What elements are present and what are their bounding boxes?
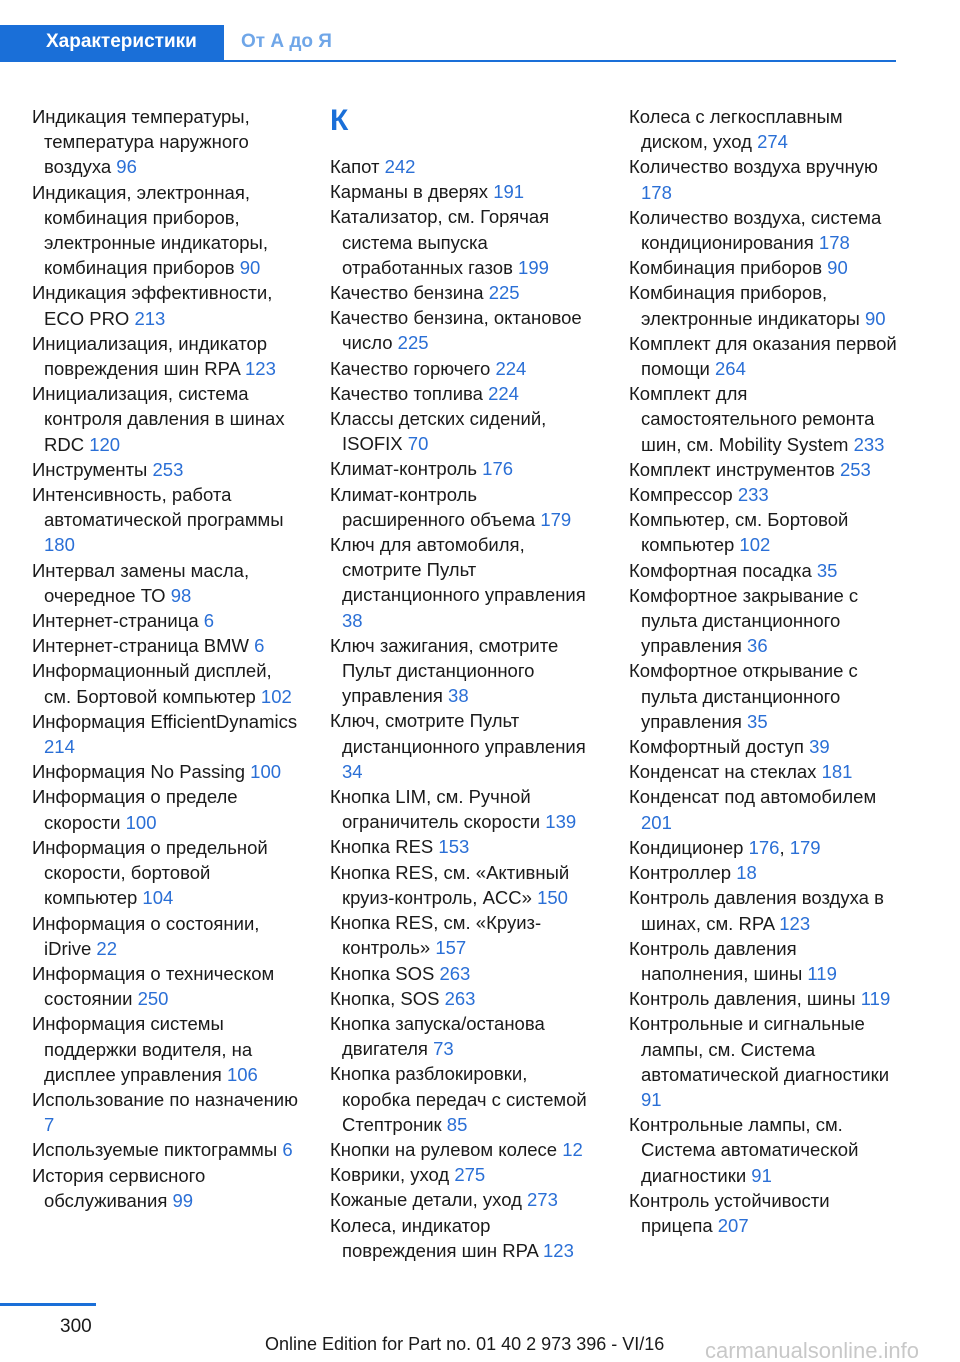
index-entry (32, 280, 302, 330)
index-column-2 (330, 104, 600, 1263)
index-entry-text: Коврики, уход (330, 1164, 450, 1186)
page-link[interactable]: 178 (818, 232, 850, 254)
index-entry (629, 507, 899, 557)
page-link[interactable]: 263 (444, 987, 476, 1009)
page-link[interactable]: 96 (116, 156, 137, 178)
index-entry-text: Информация о состоянии, iDrive (32, 912, 260, 959)
index-entry-text: Компрессор (629, 484, 733, 506)
page-link[interactable]: 35 (747, 710, 768, 732)
index-entry-text: Классы детских сидений, ISOFIX (330, 408, 547, 455)
index-entry-text: Интернет-страница (32, 610, 199, 632)
section-letter: К (330, 104, 349, 137)
page-link[interactable]: 119 (807, 962, 837, 984)
index-entry-text: Комфортная посадка (629, 559, 812, 581)
index-entry (629, 558, 899, 583)
page-link[interactable]: 91 (641, 1088, 662, 1110)
index-entry (32, 835, 302, 911)
index-entry (330, 1061, 600, 1137)
index-entry-text: Катализатор, см. Горячая система выпуска отработанных газов (330, 206, 550, 278)
page-link[interactable]: 250 (137, 988, 169, 1010)
index-entry-text: Качество топлива (330, 382, 483, 404)
page-link[interactable]: 233 (853, 433, 885, 455)
index-entry (330, 482, 600, 532)
index-entry (629, 860, 899, 885)
index-entry (330, 179, 600, 204)
index-entry-text: Кнопка RES, см. «Круиз-контроль» (330, 912, 542, 959)
page-link[interactable]: 153 (438, 836, 470, 858)
index-entry-text: Комфортный доступ (629, 736, 804, 758)
index-entry-text: Контроль давления наполнения, шины (629, 937, 803, 984)
header-divider (0, 60, 896, 62)
page-link[interactable]: 233 (737, 484, 769, 506)
index-entry (32, 180, 302, 281)
index-entry-text: Инициализация, система контроля давления в шинах RDC (32, 383, 285, 455)
page-link[interactable]: 264 (715, 358, 746, 380)
index-entry (32, 457, 302, 482)
index-entry (32, 658, 302, 708)
page-link[interactable]: 176 (482, 458, 514, 480)
page-link[interactable]: 102 (739, 534, 771, 556)
page-link[interactable]: 253 (839, 458, 871, 480)
index-entry (629, 885, 899, 935)
page-link[interactable]: 6 (203, 610, 215, 632)
index-entry-text: Климат-контроль (330, 458, 478, 480)
index-entry (330, 1187, 600, 1212)
page-link[interactable]: 90 (827, 257, 848, 279)
page-link[interactable]: 106 (226, 1063, 258, 1085)
index-entry-text: Интервал замены масла, очередное ТО (32, 559, 250, 606)
index-entry-text: Количество воздуха, система кондиционирования (629, 206, 882, 254)
index-entry: Кондиционер 176, 179 (629, 836, 821, 858)
index-entry-text: Кнопка RES, см. «Активный круиз-контроль, ACC» (330, 861, 570, 908)
index-entry-text: Карманы в дверях (330, 181, 489, 203)
index-entry-text: Ключ, смотрите Пульт дистанционного управления (330, 710, 586, 757)
page-link[interactable]: 225 (397, 332, 429, 354)
index-entry-text: Кондиционер (629, 836, 744, 858)
index-entry-text: Комплект для оказания первой помощи (629, 332, 897, 380)
index-entry-text: Индикация, электронная, комбинация приборов, электронные индикаторы, комбинация приборов (32, 181, 268, 279)
index-entry-text: Контроллер (629, 862, 732, 884)
page-link[interactable]: 104 (142, 887, 174, 909)
page-link[interactable]: 150 (537, 886, 568, 908)
page-link[interactable]: 38 (342, 609, 363, 631)
index-entry (32, 608, 302, 633)
index-entry-text: Интенсивность, работа автоматической программы (32, 484, 284, 531)
index-entry (330, 305, 600, 355)
index-entry (32, 911, 302, 961)
index-entry (330, 154, 600, 179)
index-entry-text: Информация о техническом состоянии (32, 962, 275, 1010)
page-link[interactable]: 12 (562, 1138, 583, 1160)
page-link[interactable]: 123 (779, 912, 811, 934)
page-link[interactable]: 207 (717, 1214, 749, 1236)
index-entry (629, 759, 899, 784)
page-number: 300 (60, 1316, 92, 1337)
page-link[interactable]: 275 (454, 1164, 486, 1186)
index-entry (330, 986, 600, 1011)
index-entry (330, 1213, 600, 1263)
page-link[interactable]: 6 (254, 635, 265, 657)
index-entry (32, 104, 302, 180)
page-link[interactable]: 100 (125, 811, 157, 833)
index-entry-text: Комбинация приборов (629, 257, 823, 279)
page-link[interactable]: 157 (435, 937, 467, 959)
index-column-3 (629, 104, 899, 1238)
index-entry (330, 784, 600, 834)
page-link[interactable]: 180 (44, 534, 75, 556)
index-entry-text: Кнопка, SOS (330, 987, 440, 1009)
index-entry (629, 986, 899, 1011)
index-entry-text: Кнопка разблокировки, коробка передач с системой Стептроник (330, 1063, 587, 1135)
index-entry (330, 532, 600, 633)
index-entry (32, 1163, 302, 1213)
page-link[interactable]: 34 (342, 760, 363, 782)
page-link[interactable]: 22 (96, 937, 117, 959)
index-entry (629, 1112, 899, 1188)
page-link[interactable]: 120 (89, 433, 121, 455)
page-link[interactable]: 176 (748, 836, 780, 858)
index-entry-text: Качество горючего (330, 357, 491, 379)
index-entry (629, 658, 899, 734)
watermark: carmanualsonline.info (705, 1338, 920, 1362)
index-entry-text: Контрольные лампы, см. Система автоматической диагностики (629, 1114, 859, 1186)
index-entry-text: Комплект инструментов (629, 458, 835, 480)
index-entry (629, 104, 899, 154)
tab-characteristics[interactable]: Характеристики (0, 25, 224, 62)
page-link[interactable]: 36 (747, 635, 768, 657)
index-entry (629, 255, 899, 280)
index-entry-text: Контрольные и сигнальные лампы, см. Система автоматической диагностики (629, 1013, 890, 1085)
page-link[interactable]: 224 (495, 357, 527, 379)
index-entry (629, 1011, 899, 1112)
page-link[interactable]: 273 (527, 1189, 558, 1211)
index-entry (330, 708, 600, 784)
index-entry (32, 633, 302, 658)
tab-a-to-z[interactable]: От А до Я (241, 31, 332, 52)
index-entry-text: Кнопка запуска/останова двигателя (330, 1012, 545, 1060)
index-entry-text: Комфортное закрывание с пульта дистанционного управления (629, 584, 859, 657)
index-entry-text: Кнопка LIM, см. Ручной ограничитель скорости (330, 786, 541, 833)
index-entry (629, 734, 899, 759)
page-link[interactable]: 242 (384, 156, 416, 177)
index-entry (330, 280, 600, 305)
index-entry-text: Кожаные детали, уход (330, 1189, 522, 1211)
index-entry-text: Индикация температуры, температура наружного воздуха (32, 106, 250, 178)
index-entry (629, 381, 899, 457)
page-link[interactable]: 181 (821, 761, 853, 783)
page-link[interactable]: 139 (545, 811, 577, 833)
index-entry (629, 784, 899, 834)
index-entry (32, 784, 302, 834)
page-link[interactable]: 90 (864, 307, 886, 329)
page-link[interactable]: 201 (641, 811, 672, 833)
page-link[interactable]: 274 (757, 131, 788, 153)
page-link[interactable]: 90 (239, 257, 261, 279)
index-entry (629, 154, 899, 204)
index-entry-text: Информация о пределе скорости (32, 786, 238, 833)
index-entry (629, 936, 899, 986)
page-link[interactable]: 123 (245, 358, 276, 380)
index-entry (629, 205, 899, 255)
index-entry (32, 1011, 302, 1087)
index-entry-text: Количество воздуха вручную (629, 156, 878, 178)
page-link[interactable]: 119 (860, 988, 891, 1010)
index-entry-text: Колеса, индикатор повреждения шин RPA (330, 1214, 538, 1261)
index-entry (330, 381, 600, 406)
page-link[interactable]: 179 (789, 836, 821, 858)
index-entry-text: Контроль устойчивости прицепа (629, 1189, 830, 1236)
page-link[interactable]: 35 (816, 559, 838, 581)
index-entry (330, 204, 600, 280)
index-entry-text: Информационный дисплей, см. Бортовой компьютер (32, 660, 272, 707)
index-entry-text: Контроль давления воздуха в шинах, см. RPA (629, 887, 884, 934)
index-entry-text: Инструменты (32, 458, 148, 480)
index-entry-text: Конденсат под автомобилем (629, 786, 877, 808)
page-link[interactable]: 123 (543, 1239, 574, 1261)
footer-accent-line (0, 1303, 96, 1306)
index-entry (32, 759, 302, 784)
index-entry-text: Конденсат на стеклах (629, 761, 817, 783)
index-entry (32, 709, 302, 759)
index-entry (330, 910, 600, 960)
index-entry-text: Используемые пиктограммы (32, 1139, 278, 1161)
index-entry (330, 860, 600, 910)
index-entry (330, 961, 600, 986)
index-entry-text: Ключ зажигания, смотрите Пульт дистанционного управления (330, 634, 559, 707)
page-link[interactable]: 213 (134, 307, 166, 329)
index-entry-text: Кнопки на рулевом колесе (330, 1138, 558, 1160)
index-entry-text: Колеса с легкосплавным диском, уход (629, 106, 843, 153)
index-entry-text: Контроль давления, шины (629, 988, 856, 1010)
page-link[interactable]: 91 (751, 1164, 772, 1186)
index-column-1 (32, 104, 302, 1213)
index-entry (32, 381, 302, 457)
index-entry (32, 558, 302, 608)
page-link[interactable]: 199 (518, 256, 549, 278)
index-entry-text: Капот (330, 156, 380, 177)
index-entry-text: Кнопка SOS (330, 962, 435, 984)
index-entry (32, 1137, 302, 1162)
page-link[interactable]: 6 (282, 1139, 293, 1161)
page-link[interactable]: 99 (172, 1189, 194, 1211)
index-entry-text: Информация системы поддержки водителя, на дисплее управления (32, 1013, 253, 1085)
index-entry-text: Кнопка RES (330, 836, 434, 858)
index-entry-text: Качество бензина (330, 282, 484, 304)
index-entry-text: Информация EfficientDynamics (32, 710, 298, 732)
index-entry (330, 834, 600, 859)
index-entry-text: Качество бензина, октановое число (330, 307, 582, 354)
page-link[interactable]: 100 (250, 761, 282, 783)
index-entry-text: Комбинация приборов, электронные индикаторы (629, 282, 860, 329)
index-entry-text: Индикация эффективности, ECO PRO (32, 282, 273, 329)
index-entry (629, 583, 899, 659)
edition-note: Online Edition for Part no. 01 40 2 973 396 - VI/16 (265, 1334, 665, 1354)
index-entry-text: Интернет-страница BMW (32, 635, 249, 657)
index-entry (629, 331, 899, 381)
page-link[interactable]: 263 (439, 962, 471, 984)
page-link[interactable]: 224 (488, 382, 519, 404)
index-entry-text: Инициализация, индикатор повреждения шин RPA (32, 332, 268, 380)
page-link[interactable]: 98 (170, 584, 192, 606)
index-entry (32, 482, 302, 558)
page-link[interactable]: 178 (641, 181, 672, 203)
index-entry-text: Комфортное открывание с пульта дистанционного управления (629, 660, 858, 732)
page-link[interactable]: 85 (446, 1113, 468, 1135)
index-entry (32, 1087, 302, 1137)
index-entry-text: Ключ для автомобиля, смотрите Пульт дистанционного управления (330, 534, 586, 606)
index-entry (32, 961, 302, 1011)
index-entry-text: Информация No Passing (32, 761, 246, 783)
index-entry (32, 331, 302, 381)
page-link[interactable]: 179 (540, 508, 572, 530)
index-entry (330, 356, 600, 381)
index-entry (629, 280, 899, 330)
index-entry-text: Компьютер, см. Бортовой компьютер (629, 509, 849, 556)
page-link[interactable]: 253 (152, 458, 184, 480)
index-entry (629, 457, 899, 482)
index-entry (330, 406, 600, 456)
page-link[interactable]: 38 (448, 685, 469, 707)
page-link[interactable]: 70 (407, 433, 429, 455)
index-entry-text: Комплект для самостоятельного ремонта шин, см. Mobility System (629, 383, 875, 455)
page-link[interactable]: 225 (488, 282, 520, 304)
index-entry (629, 1188, 899, 1238)
index-entry (629, 482, 899, 507)
page-link[interactable]: 102 (260, 685, 292, 707)
index-entry-text: Климат-контроль расширенного объема (330, 483, 536, 530)
index-entry-text: Информация о предельной скорости, бортовой компьютер (32, 836, 268, 909)
page-link[interactable]: 73 (433, 1038, 454, 1060)
index-entry (330, 1137, 600, 1162)
page-link[interactable]: 39 (809, 736, 830, 758)
index-entry-text: Использование по назначению (32, 1088, 299, 1110)
index-entry (330, 456, 600, 481)
index-entry (330, 633, 600, 709)
index-entry (330, 1011, 600, 1061)
index-entry-text: История сервисного обслуживания (32, 1164, 206, 1211)
page-header (0, 0, 960, 62)
page-link[interactable]: 214 (44, 736, 75, 758)
page-link[interactable]: 7 (44, 1114, 55, 1136)
page-link[interactable]: 191 (493, 181, 525, 203)
page-link[interactable]: 18 (736, 862, 757, 884)
index-entry (330, 1162, 600, 1187)
